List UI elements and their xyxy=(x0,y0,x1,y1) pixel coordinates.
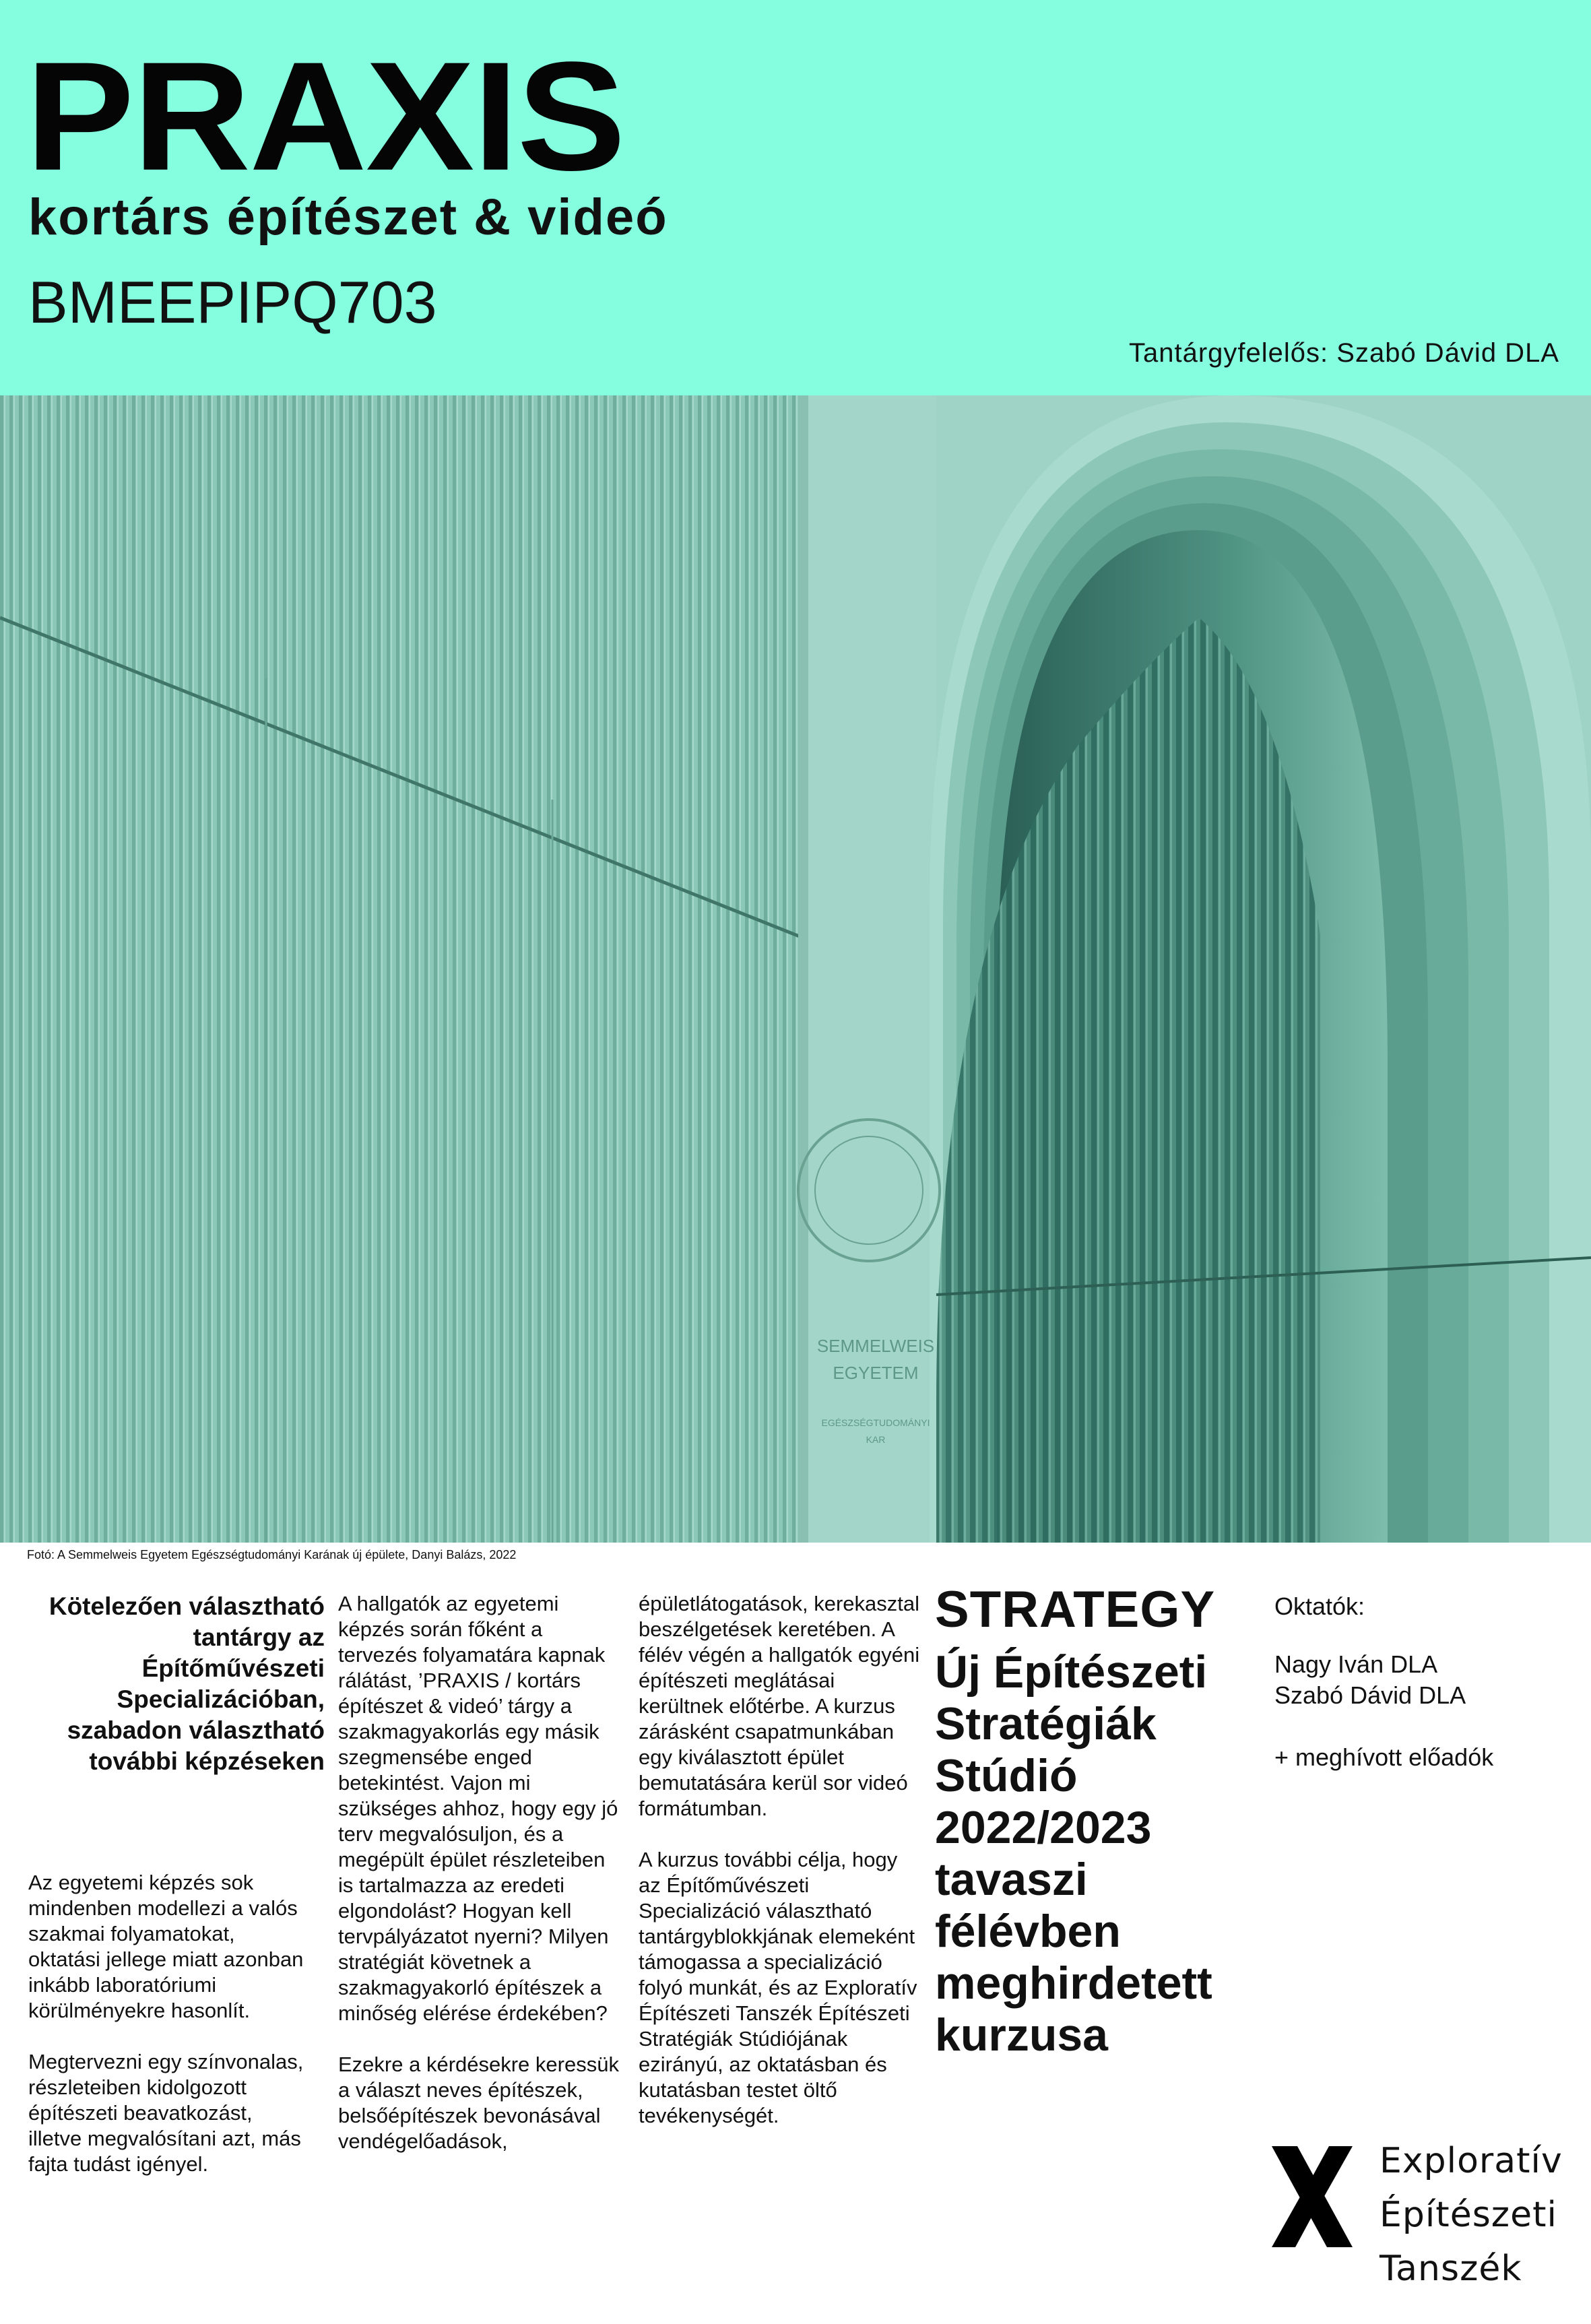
engraving-line2: EGYETEM xyxy=(833,1363,919,1383)
strategy-heading: STRATEGY xyxy=(935,1581,1216,1638)
column3-paragraph1: épületlátogatások, kerekasztal beszélgetések keretében. A félév végén a hallgatók egyéni építészeti meglátásai kerültnek előtérbe. A kurzus zárásként csapatmunkában egy kiválasztott épület bemutatására kerül sor videó formátumban. xyxy=(639,1592,920,1820)
lead-statement: Kötelezően választható tantárgy az Építőművészeti Specializációban, szabadon választható további képzéseken xyxy=(48,1592,325,1775)
strategy-line: kurzusa xyxy=(935,2009,1108,2061)
strategy-line: tavaszi xyxy=(935,1853,1088,1905)
course-subtitle: kortárs építészet & videó xyxy=(28,189,668,246)
column1-paragraph2: Megtervezni egy színvonalas, részleteiben kidolgozott építészeti beavatkozást, illetve megvalósítani azt, más fajta tudást igényel. xyxy=(28,2050,304,2176)
column2-paragraph1: A hallgatók az egyetemi képzés során főként a tervezés folyamatára kapnak rálátást, ’PRAXIS / kortárs építészet & videó’ tárgy a szakmagyakorlás egy másik szegmensébe enged betekintést. Vajon mi szükséges ahhoz, hogy egy jó terv megvalósuljon, és a megépült épület részleteiben is tartalmazza az eredeti elgondolást? Hogyan kell tervpályázatot nyerni? Milyen stratégiát követnek a szakmagyakorló építészek a minőség elérése érdekében? xyxy=(338,1592,618,2025)
tutor-name: Szabó Dávid DLA xyxy=(1274,1681,1466,1709)
text-column-3 xyxy=(639,1591,921,2129)
x-logo-icon xyxy=(1272,2146,1353,2247)
tutors-block xyxy=(1274,1591,1571,1773)
course-responsible: Tantárgyfelelős: Szabó Dávid DLA xyxy=(1129,338,1559,368)
column1-paragraph1: Az egyetemi képzés sok mindenben modellezi a valós szakmai folyamatokat, oktatási jellege miatt azonban inkább laboratóriumi körülményekre hasonlít. xyxy=(28,1871,304,2022)
logo-line: Tanszék xyxy=(1379,2249,1522,2289)
course-code: BMEEPIPQ703 xyxy=(28,269,437,335)
strategy-line: félévben xyxy=(935,1905,1121,1957)
tutors-label: Oktatók: xyxy=(1274,1592,1365,1620)
strategy-line: meghirdetett xyxy=(935,1957,1212,2009)
logo-line: Építészeti xyxy=(1379,2195,1557,2235)
logo-line: Exploratív xyxy=(1379,2141,1563,2181)
photo-caption: Fotó: A Semmelweis Egyetem Egészségtudományi Karának új épülete, Danyi Balázs, 2022 xyxy=(27,1548,517,1561)
strategy-line: Stúdió xyxy=(935,1749,1078,1801)
engraving-line1: SEMMELWEIS xyxy=(816,1336,935,1356)
strategy-block xyxy=(935,1583,1258,2061)
text-column-2 xyxy=(338,1591,621,2154)
strategy-line: 2022/2023 xyxy=(935,1801,1152,1853)
header-band xyxy=(0,0,1591,395)
strategy-line: Stratégiák xyxy=(935,1698,1157,1749)
strategy-line: Új Építészeti xyxy=(935,1646,1208,1698)
department-logo xyxy=(1272,2134,1568,2296)
guest-lecturers: + meghívott előadók xyxy=(1274,1743,1494,1771)
column3-paragraph2: A kurzus további célja, hogy az Építőművészeti Specializáció választható tantárgyblokkjának elemeként támogassa a specializáció folyó munkát, és az Exploratív Építészeti Tanszék Építészeti Stratégiák Stúdiójának ezirányú, az oktatásban és kutatásban testet öltő tevékenységét. xyxy=(639,1848,917,2127)
course-title: PRAXIS xyxy=(26,30,625,203)
engraving-line3: EGÉSZSÉGTUDOMÁNYI xyxy=(821,1417,930,1428)
engraving-line4: KAR xyxy=(866,1434,886,1445)
building-photo xyxy=(0,395,1591,1543)
tutor-name: Nagy Iván DLA xyxy=(1274,1650,1438,1678)
column2-paragraph2: Ezekre a kérdésekre keressük a választ neves építészek, belsőépítészek bevonásával vendégelőadások, xyxy=(338,2053,619,2153)
text-column-1 xyxy=(28,1870,311,2177)
logo-text xyxy=(1379,2134,1563,2296)
